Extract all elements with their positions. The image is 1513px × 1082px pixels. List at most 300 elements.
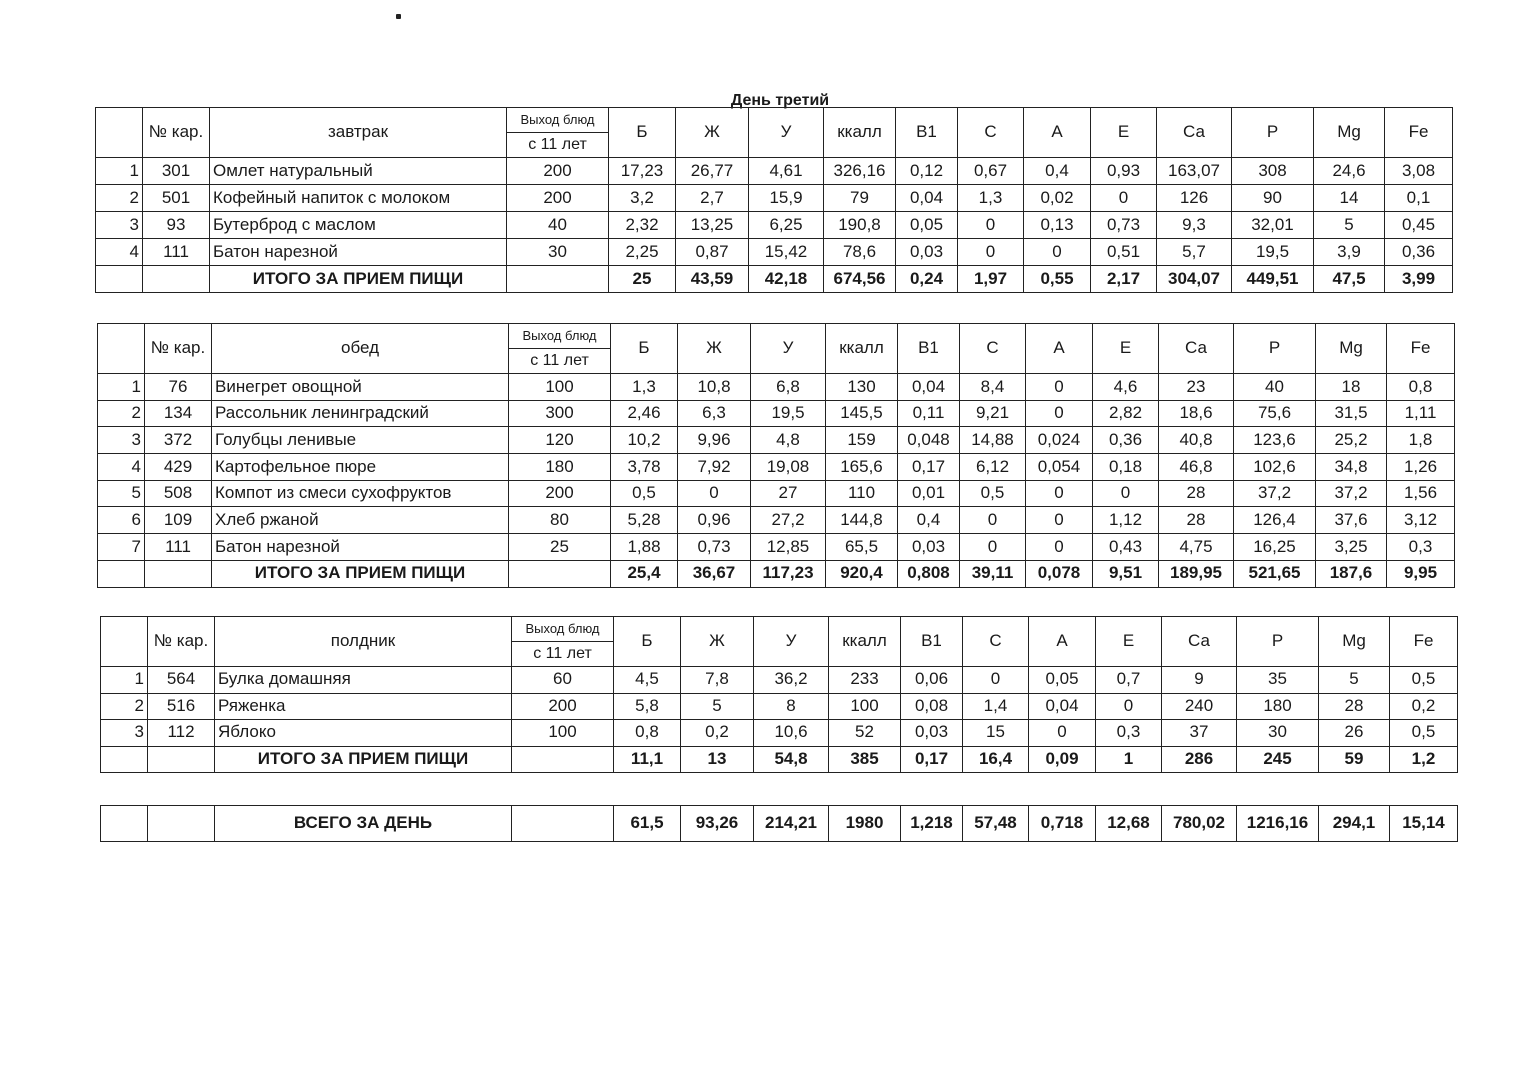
nutrient-value: 65,5 [826, 534, 898, 561]
meal-total-value: 25 [609, 266, 676, 293]
meal-name-header: обед [212, 324, 509, 374]
nutrient-value: 5,8 [614, 693, 681, 720]
nutrient-value: 0,08 [901, 693, 963, 720]
day-total-value: 214,21 [754, 806, 829, 842]
dish-name: Батон нарезной [210, 239, 507, 266]
nutrient-value: 12,85 [751, 534, 826, 561]
nutrient-header: Fe [1390, 617, 1458, 667]
nutrient-header: Б [609, 108, 676, 158]
meal-total-value: 117,23 [751, 560, 826, 587]
meal-total-value: 13 [681, 746, 754, 773]
page-title: День третий [730, 92, 830, 109]
meal-total-value: 59 [1319, 746, 1390, 773]
row-index: 7 [98, 534, 145, 561]
nutrient-value: 0,2 [1390, 693, 1458, 720]
nutrient-value: 8,4 [960, 374, 1026, 401]
nutrient-header: А [1024, 108, 1091, 158]
meal-total-value: 674,56 [824, 266, 896, 293]
nutrient-value: 5 [1319, 667, 1390, 694]
meal-total-value: 9,51 [1093, 560, 1159, 587]
nutrient-header: Fe [1385, 108, 1453, 158]
dish-yield: 80 [509, 507, 611, 534]
nutrient-value: 159 [826, 427, 898, 454]
nutrient-value: 5 [1314, 212, 1385, 239]
nutrient-value: 126,4 [1234, 507, 1316, 534]
nutrient-value: 37,2 [1316, 480, 1387, 507]
day-total-label: ВСЕГО ЗА ДЕНЬ [215, 806, 512, 842]
nutrient-value: 46,8 [1159, 454, 1234, 481]
nutrient-value: 31,5 [1316, 400, 1387, 427]
card-number: 109 [145, 507, 212, 534]
nutrient-value: 0,1 [1385, 185, 1453, 212]
row-index: 2 [96, 185, 143, 212]
dish-name: Компот из смеси сухофруктов [212, 480, 509, 507]
nutrient-value: 144,8 [826, 507, 898, 534]
nutrient-value: 0,024 [1026, 427, 1093, 454]
table-row [98, 400, 1455, 427]
meal-total-value: 920,4 [826, 560, 898, 587]
nutrient-header: Ж [681, 617, 754, 667]
row-index: 4 [98, 454, 145, 481]
nutrient-header: Ж [678, 324, 751, 374]
nutrient-value: 102,6 [1234, 454, 1316, 481]
empty-cell [148, 806, 215, 842]
dish-yield: 40 [507, 212, 609, 239]
nutrient-value: 6,3 [678, 400, 751, 427]
nutrient-value: 0 [1026, 534, 1093, 561]
dish-name: Бутерброд с маслом [210, 212, 507, 239]
meal-total-value: 187,6 [1316, 560, 1387, 587]
nutrient-header: У [749, 108, 824, 158]
nutrient-value: 17,23 [609, 158, 676, 185]
nutrient-header: Р [1234, 324, 1316, 374]
nutrient-header: У [751, 324, 826, 374]
nutrient-value: 37,2 [1234, 480, 1316, 507]
meal-name-header: полдник [215, 617, 512, 667]
dish-name: Хлеб ржаной [212, 507, 509, 534]
day-total-value: 15,14 [1390, 806, 1458, 842]
nutrient-value: 19,5 [1232, 239, 1314, 266]
card-number-header: № кар. [148, 617, 215, 667]
meal-total-value: 304,07 [1157, 266, 1232, 293]
nutrient-header: В1 [901, 617, 963, 667]
nutrient-header: Mg [1316, 324, 1387, 374]
nutrient-value: 0,03 [901, 720, 963, 747]
meal-name-header: завтрак [210, 108, 507, 158]
nutrient-value: 0,03 [898, 534, 960, 561]
card-number-header: № кар. [143, 108, 210, 158]
empty-cell [512, 806, 614, 842]
nutrient-value: 0 [1091, 185, 1157, 212]
empty-cell [101, 746, 148, 773]
nutrient-value: 3,9 [1314, 239, 1385, 266]
nutrient-value: 10,2 [611, 427, 678, 454]
table-row [101, 693, 1458, 720]
nutrient-value: 0,4 [1024, 158, 1091, 185]
day-total-value: 0,718 [1029, 806, 1096, 842]
day-total-row [101, 806, 1458, 842]
table-row [96, 158, 1453, 185]
nutrient-value: 0,02 [1024, 185, 1091, 212]
meal-total-value: 16,4 [963, 746, 1029, 773]
nutrient-value: 0,048 [898, 427, 960, 454]
table-row [98, 534, 1455, 561]
meal-total-value: 521,65 [1234, 560, 1316, 587]
nutrient-value: 4,8 [751, 427, 826, 454]
nutrient-value: 15 [963, 720, 1029, 747]
nutrient-header: Е [1091, 108, 1157, 158]
card-number: 429 [145, 454, 212, 481]
nutrient-value: 0,43 [1093, 534, 1159, 561]
nutrient-value: 4,61 [749, 158, 824, 185]
nutrient-value: 78,6 [824, 239, 896, 266]
nutrient-value: 27 [751, 480, 826, 507]
nutrient-value: 0,96 [678, 507, 751, 534]
nutrient-header: Fe [1387, 324, 1455, 374]
meal-total-value: 0,09 [1029, 746, 1096, 773]
age-group-header: с 11 лет [507, 133, 609, 158]
empty-cell [507, 266, 609, 293]
age-group-header: с 11 лет [509, 349, 611, 374]
nutrient-value: 32,01 [1232, 212, 1314, 239]
nutrient-value: 0 [958, 239, 1024, 266]
meal-total-value: 25,4 [611, 560, 678, 587]
header-row [98, 324, 1455, 349]
day-total-value: 57,48 [963, 806, 1029, 842]
nutrient-value: 5,7 [1157, 239, 1232, 266]
nutrient-header: А [1029, 617, 1096, 667]
day-total-value: 294,1 [1319, 806, 1390, 842]
meal-total-label: ИТОГО ЗА ПРИЕМ ПИЩИ [215, 746, 512, 773]
nutrient-value: 19,08 [751, 454, 826, 481]
nutrient-value: 110 [826, 480, 898, 507]
nutrient-value: 90 [1232, 185, 1314, 212]
nutrient-value: 0 [1026, 507, 1093, 534]
header-row [96, 108, 1453, 133]
empty-cell [143, 266, 210, 293]
dish-yield: 60 [512, 667, 614, 694]
empty-cell [512, 746, 614, 773]
card-number: 301 [143, 158, 210, 185]
row-index: 3 [98, 427, 145, 454]
nutrient-value: 0,73 [1091, 212, 1157, 239]
meal-total-value: 0,55 [1024, 266, 1091, 293]
nutrient-value: 163,07 [1157, 158, 1232, 185]
nutrient-value: 1,4 [963, 693, 1029, 720]
nutrient-value: 9 [1162, 667, 1237, 694]
nutrient-value: 0,04 [1029, 693, 1096, 720]
nutrient-value: 123,6 [1234, 427, 1316, 454]
nutrient-value: 2,7 [676, 185, 749, 212]
nutrient-value: 5 [681, 693, 754, 720]
nutrient-value: 1,8 [1387, 427, 1455, 454]
dish-name: Ряженка [215, 693, 512, 720]
table-row [96, 185, 1453, 212]
card-number: 564 [148, 667, 215, 694]
nutrient-value: 2,25 [609, 239, 676, 266]
nutrient-value: 4,75 [1159, 534, 1234, 561]
nutrient-value: 6,8 [751, 374, 826, 401]
nutrient-header: ккалл [826, 324, 898, 374]
nutrient-value: 0,51 [1091, 239, 1157, 266]
nutrient-header: Е [1096, 617, 1162, 667]
age-group-header: с 11 лет [512, 642, 614, 667]
nutrient-value: 0,04 [896, 185, 958, 212]
card-number: 372 [145, 427, 212, 454]
day-total-value: 61,5 [614, 806, 681, 842]
dish-yield: 200 [507, 185, 609, 212]
day-total-value: 1980 [829, 806, 901, 842]
nutrient-value: 25,2 [1316, 427, 1387, 454]
nutrient-value: 1,3 [611, 374, 678, 401]
nutrient-header: Р [1237, 617, 1319, 667]
nutrient-value: 7,92 [678, 454, 751, 481]
nutrient-header: Mg [1314, 108, 1385, 158]
meal-total-value: 385 [829, 746, 901, 773]
nutrient-value: 8 [754, 693, 829, 720]
nutrient-value: 0,01 [898, 480, 960, 507]
row-index: 1 [96, 158, 143, 185]
nutrient-value: 0,054 [1026, 454, 1093, 481]
nutrient-value: 190,8 [824, 212, 896, 239]
nutrient-value: 0 [960, 534, 1026, 561]
table-row [98, 480, 1455, 507]
dish-yield: 100 [512, 720, 614, 747]
nutrient-value: 0 [1024, 239, 1091, 266]
meal-total-value: 0,17 [901, 746, 963, 773]
day-total-value: 1,218 [901, 806, 963, 842]
nutrient-value: 308 [1232, 158, 1314, 185]
table-row [96, 212, 1453, 239]
nutrient-value: 0 [1093, 480, 1159, 507]
nutrient-value: 0,5 [1390, 667, 1458, 694]
nutrient-value: 0,11 [898, 400, 960, 427]
nutrient-value: 40 [1234, 374, 1316, 401]
nutrient-value: 0,8 [614, 720, 681, 747]
nutrient-value: 3,08 [1385, 158, 1453, 185]
dish-name: Рассольник ленинградский [212, 400, 509, 427]
nutrient-value: 145,5 [826, 400, 898, 427]
empty-cell [148, 746, 215, 773]
nutrient-value: 24,6 [1314, 158, 1385, 185]
dish-yield: 180 [509, 454, 611, 481]
nutrient-header: Е [1093, 324, 1159, 374]
meal-total-value: 42,18 [749, 266, 824, 293]
nutrient-value: 1,56 [1387, 480, 1455, 507]
nutrient-value: 10,6 [754, 720, 829, 747]
card-number: 508 [145, 480, 212, 507]
nutrient-value: 0 [1096, 693, 1162, 720]
row-index-header [98, 324, 145, 374]
card-number: 93 [143, 212, 210, 239]
nutrient-value: 3,25 [1316, 534, 1387, 561]
nutrient-value: 0,67 [958, 158, 1024, 185]
nutrient-value: 0,73 [678, 534, 751, 561]
nutrient-value: 0,93 [1091, 158, 1157, 185]
dish-yield: 100 [509, 374, 611, 401]
nutrient-value: 126 [1157, 185, 1232, 212]
nutrient-value: 0,4 [898, 507, 960, 534]
empty-cell [101, 806, 148, 842]
meal-total-value: 43,59 [676, 266, 749, 293]
nutrient-value: 0,2 [681, 720, 754, 747]
dish-name: Кофейный напиток с молоком [210, 185, 507, 212]
yield-header: Выход блюд [509, 324, 611, 349]
nutrient-value: 9,3 [1157, 212, 1232, 239]
nutrient-value: 0 [958, 212, 1024, 239]
nutrient-header: С [960, 324, 1026, 374]
meal-total-row [101, 746, 1458, 773]
nutrient-value: 2,46 [611, 400, 678, 427]
nutrient-value: 1,3 [958, 185, 1024, 212]
empty-cell [145, 560, 212, 587]
nutrient-value: 0 [1029, 720, 1096, 747]
nutrient-value: 2,82 [1093, 400, 1159, 427]
nutrient-value: 0,5 [1390, 720, 1458, 747]
empty-cell [509, 560, 611, 587]
nutrient-value: 0,17 [898, 454, 960, 481]
nutrient-value: 0,8 [1387, 374, 1455, 401]
meal-total-value: 189,95 [1159, 560, 1234, 587]
nutrient-value: 3,2 [609, 185, 676, 212]
nutrient-value: 1,88 [611, 534, 678, 561]
meal-total-value: 9,95 [1387, 560, 1455, 587]
nutrient-value: 13,25 [676, 212, 749, 239]
table-row [96, 239, 1453, 266]
nutrient-header: С [958, 108, 1024, 158]
dish-name: Винегрет овощной [212, 374, 509, 401]
nutrient-header: Са [1162, 617, 1237, 667]
nutrient-header: А [1026, 324, 1093, 374]
nutrient-header: Са [1157, 108, 1232, 158]
nutrient-value: 0 [1026, 374, 1093, 401]
nutrient-value: 0 [1026, 480, 1093, 507]
dish-yield: 30 [507, 239, 609, 266]
empty-cell [98, 560, 145, 587]
row-index-header [101, 617, 148, 667]
snack-table [100, 616, 1458, 773]
empty-cell [96, 266, 143, 293]
nutrient-value: 7,8 [681, 667, 754, 694]
table-row [98, 454, 1455, 481]
meal-total-value: 36,67 [678, 560, 751, 587]
nutrient-header: У [754, 617, 829, 667]
nutrient-value: 3,78 [611, 454, 678, 481]
card-number: 111 [143, 239, 210, 266]
nutrient-header: Mg [1319, 617, 1390, 667]
nutrient-header: Б [614, 617, 681, 667]
nutrient-value: 37,6 [1316, 507, 1387, 534]
dish-name: Голубцы ленивые [212, 427, 509, 454]
nutrient-value: 0,45 [1385, 212, 1453, 239]
nutrient-value: 0,12 [896, 158, 958, 185]
meal-total-value: 0,078 [1026, 560, 1093, 587]
nutrient-value: 0 [963, 667, 1029, 694]
nutrient-value: 180 [1237, 693, 1319, 720]
nutrient-value: 4,5 [614, 667, 681, 694]
nutrient-value: 240 [1162, 693, 1237, 720]
row-index: 2 [101, 693, 148, 720]
nutrient-value: 0 [960, 507, 1026, 534]
row-index: 1 [101, 667, 148, 694]
dish-name: Картофельное пюре [212, 454, 509, 481]
dish-yield: 200 [512, 693, 614, 720]
dish-name: Булка домашняя [215, 667, 512, 694]
nutrient-value: 40,8 [1159, 427, 1234, 454]
nutrient-value: 16,25 [1234, 534, 1316, 561]
meal-total-value: 54,8 [754, 746, 829, 773]
nutrient-value: 6,12 [960, 454, 1026, 481]
nutrient-value: 75,6 [1234, 400, 1316, 427]
day-total-value: 1216,16 [1237, 806, 1319, 842]
row-index: 3 [101, 720, 148, 747]
meal-total-value: 1,97 [958, 266, 1024, 293]
nutrient-value: 1,26 [1387, 454, 1455, 481]
nutrient-value: 0,05 [896, 212, 958, 239]
nutrient-value: 52 [829, 720, 901, 747]
header-row [101, 617, 1458, 642]
nutrient-value: 19,5 [751, 400, 826, 427]
breakfast-table [95, 107, 1453, 293]
meal-total-value: 245 [1237, 746, 1319, 773]
nutrient-value: 6,25 [749, 212, 824, 239]
nutrient-header: Са [1159, 324, 1234, 374]
row-index-header [96, 108, 143, 158]
nutrient-value: 26 [1319, 720, 1390, 747]
scan-speck [396, 14, 401, 19]
nutrient-value: 165,6 [826, 454, 898, 481]
card-number: 111 [145, 534, 212, 561]
nutrient-value: 35 [1237, 667, 1319, 694]
dish-name: Яблоко [215, 720, 512, 747]
nutrient-value: 0,18 [1093, 454, 1159, 481]
card-number: 134 [145, 400, 212, 427]
meal-total-row [98, 560, 1455, 587]
nutrient-value: 0,13 [1024, 212, 1091, 239]
dish-name: Омлет натуральный [210, 158, 507, 185]
nutrient-value: 233 [829, 667, 901, 694]
nutrient-value: 26,77 [676, 158, 749, 185]
card-number-header: № кар. [145, 324, 212, 374]
nutrient-value: 9,21 [960, 400, 1026, 427]
dish-yield: 300 [509, 400, 611, 427]
nutrient-header: ккалл [829, 617, 901, 667]
nutrient-value: 0,36 [1093, 427, 1159, 454]
nutrient-header: Ж [676, 108, 749, 158]
nutrient-value: 28 [1159, 507, 1234, 534]
nutrient-header: В1 [896, 108, 958, 158]
nutrient-value: 4,6 [1093, 374, 1159, 401]
meal-total-value: 1 [1096, 746, 1162, 773]
nutrient-value: 0,06 [901, 667, 963, 694]
row-index: 2 [98, 400, 145, 427]
nutrient-value: 0,04 [898, 374, 960, 401]
meal-total-value: 449,51 [1232, 266, 1314, 293]
nutrient-value: 28 [1159, 480, 1234, 507]
dish-yield: 200 [509, 480, 611, 507]
card-number: 501 [143, 185, 210, 212]
nutrient-value: 0,3 [1387, 534, 1455, 561]
nutrient-value: 30 [1237, 720, 1319, 747]
nutrient-value: 14,88 [960, 427, 1026, 454]
card-number: 112 [148, 720, 215, 747]
nutrient-value: 9,96 [678, 427, 751, 454]
nutrient-value: 0,3 [1096, 720, 1162, 747]
dish-yield: 120 [509, 427, 611, 454]
meal-total-value: 11,1 [614, 746, 681, 773]
nutrient-value: 326,16 [824, 158, 896, 185]
dish-yield: 25 [509, 534, 611, 561]
